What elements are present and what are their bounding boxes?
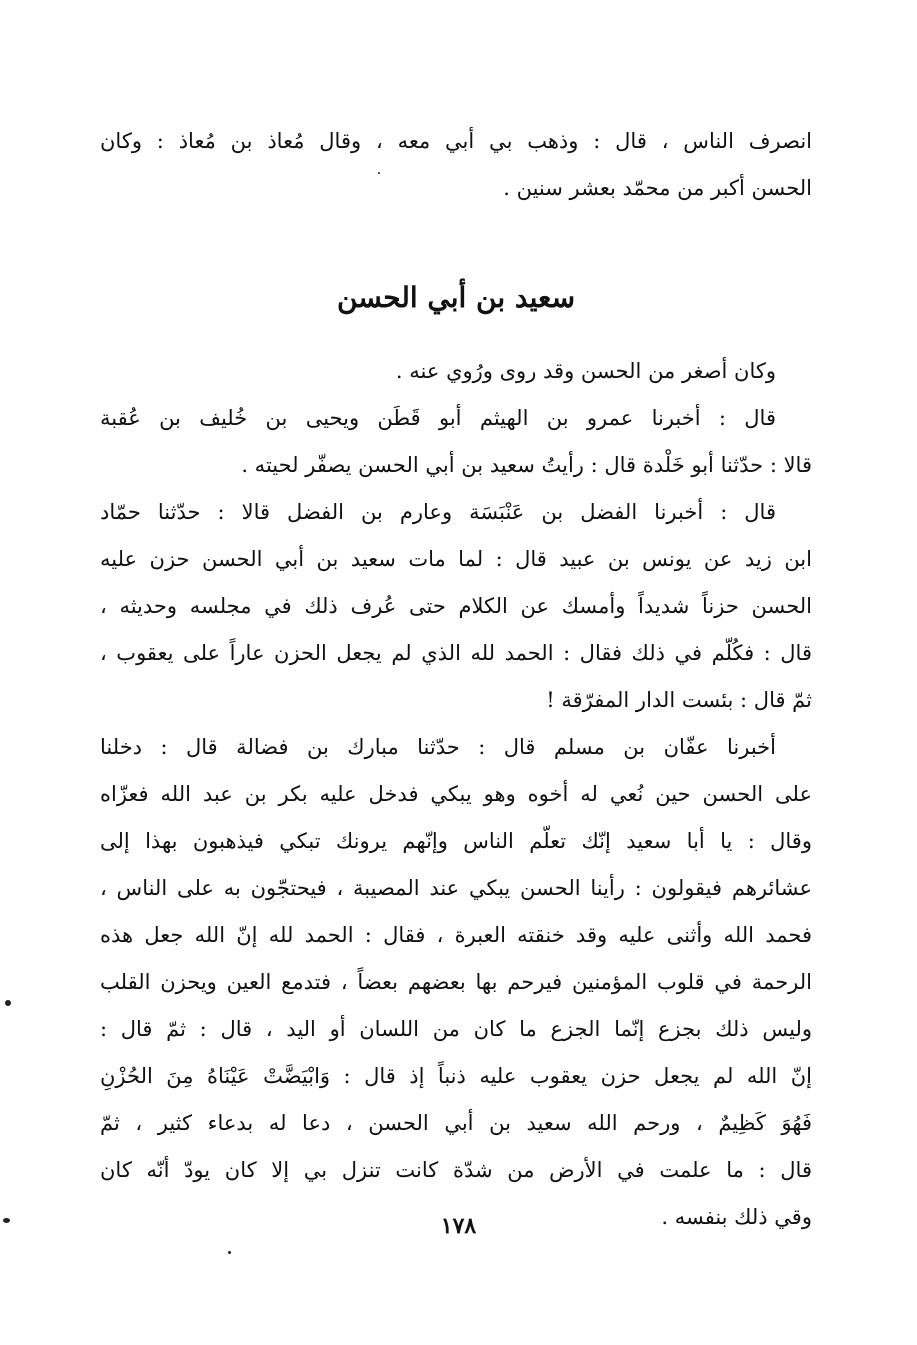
- body-line: إنّ الله لم يجعل حزن يعقوب عليه ذنباً إذ قال : وَابْيَضَّتْ عَيْنَاهُ مِنَ الحُزْنِ: [100, 1064, 812, 1088]
- intro-line: الحسن أكبر من محمّد بعشر سنين .: [503, 176, 812, 200]
- scan-speck: [5, 1000, 11, 1006]
- body-line: عشائرهم فيقولون : رأينا الحسن يبكي عند المصيبة ، فيحتجّون به على الناس ،: [100, 876, 812, 900]
- intro-line: انصرف الناس ، قال : وذهب بي أبي معه ، وقال مُعاذ بن مُعاذ : وكان: [100, 129, 812, 153]
- body-line: وكان أصغر من الحسن وقد روى ورُوي عنه .: [395, 359, 776, 383]
- body-line: الحسن حزناً شديداً وأمسك عن الكلام حتى عُرف ذلك في مجلسه وحديثه ،: [100, 594, 812, 618]
- section-title: سعيد بن أبي الحسن: [336, 281, 576, 314]
- body-line: فحمد الله وأثنى عليه وقد خنقته العبرة ، فقال : الحمد لله إنّ الله جعل هذه: [100, 923, 812, 947]
- body-line: قال : فكُلّم في ذلك فقال : الحمد لله الذي لم يجعل الحزن عاراً على يعقوب ،: [100, 641, 812, 665]
- body-line: قال : أخبرنا الفضل بن عَنْبَسَة وعارم بن الفضل قالا : حدّثنا حمّاد: [100, 500, 776, 524]
- page-body: [100, 118, 812, 1241]
- page-number: ١٧٨: [440, 1213, 477, 1239]
- scan-speck: [378, 172, 380, 174]
- body-line: ثمّ قال : بئست الدار المفرّقة !: [546, 688, 812, 712]
- body-line: قالا : حدّثنا أبو خَلْدة قال : رأيتُ سعيد بن أبي الحسن يصفّر لحيته .: [241, 453, 812, 477]
- body-line: فَهُوَ كَظِيمٌ ، ورحم الله سعيد بن أبي الحسن ، دعا له بدعاء كثير ، ثمّ: [100, 1111, 812, 1135]
- body-line: قال : أخبرنا عمرو بن الهيثم أبو قَطَن ويحيى بن خُليف بن عُقبة: [100, 406, 776, 430]
- body-line: الرحمة في قلوب المؤمنين فيرحم بها بعضهم بعضاً ، فتدمع العين ويحزن القلب: [100, 970, 812, 994]
- body-line: وليس ذلك بجزع إنّما الجزع ما كان من اللسان أو اليد ، قال : ثمّ قال :: [100, 1017, 812, 1041]
- scan-speck: [3, 1218, 10, 1223]
- scan-speck: [228, 1251, 231, 1254]
- body-line: وقي ذلك بنفسه .: [661, 1205, 812, 1229]
- body-line: وقال : يا أبا سعيد إنّك تعلّم الناس وإنّهم يرونك تبكي فيذهبون بهذا إلى: [100, 829, 812, 853]
- body-line: ابن زيد عن يونس بن عبيد قال : لما مات سعيد بن أبي الحسن حزن عليه: [100, 547, 812, 571]
- body-line: قال : ما علمت في الأرض من شدّة كانت تنزل بي إلا كان يودّ أنّه كان: [100, 1158, 812, 1182]
- body-line: على الحسن حين نُعي له أخوه وهو يبكي فدخل عليه بكر بن عبد الله فعزّاه: [100, 782, 812, 806]
- body-line: أخبرنا عفّان بن مسلم قال : حدّثنا مبارك بن فضالة قال : دخلنا: [100, 735, 776, 759]
